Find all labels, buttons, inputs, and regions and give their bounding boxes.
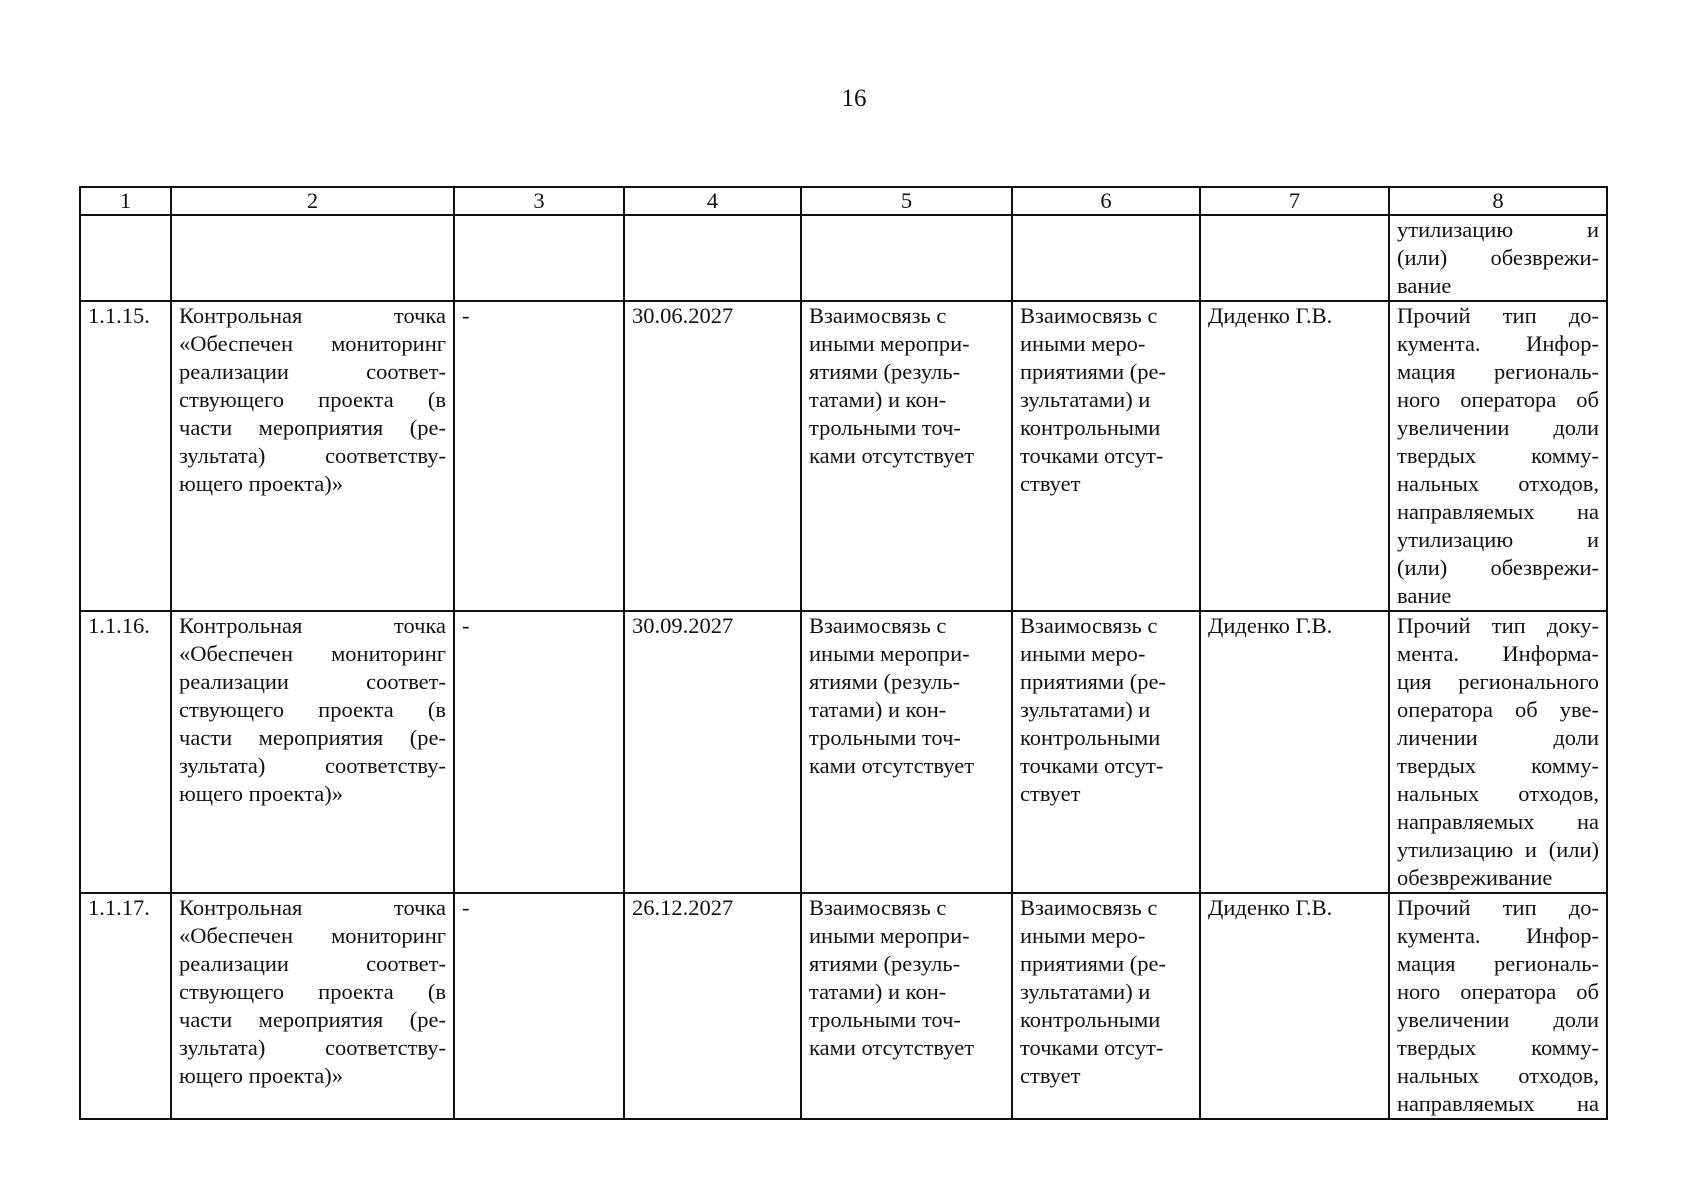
- cell-text-line: реализации соответ-: [179, 359, 446, 384]
- cell-text-line: татами) и кон-: [809, 979, 947, 1004]
- cell-text-line: контрольными: [1020, 415, 1161, 440]
- cell-links-results: [1012, 215, 1200, 301]
- cell-text-line: ствующего проекта (в: [179, 387, 446, 412]
- cell-text-line: личении доли: [1397, 725, 1599, 750]
- cell-text-line: части мероприятия (ре-: [179, 415, 446, 440]
- cell-text-line: Диденко Г.В.: [1208, 303, 1333, 328]
- cell-text-line: точками отсут-: [1020, 753, 1164, 778]
- cell-text-line: части мероприятия (ре-: [179, 725, 446, 750]
- cell-text-line: ствует: [1020, 781, 1081, 806]
- cell-text-line: увеличении доли: [1397, 415, 1599, 440]
- cell-text-line: ствует: [1020, 471, 1081, 496]
- cell-text-line: 1.1.15.: [88, 303, 150, 328]
- cell-text-line: ция регионального: [1397, 669, 1599, 694]
- cell-text-line: татами) и кон-: [809, 387, 947, 412]
- column-header: 3: [454, 187, 624, 215]
- table-header-row: [80, 187, 1607, 215]
- cell-date: [624, 893, 801, 1119]
- cell-text-line: Взаимосвязь с: [1020, 303, 1158, 328]
- column-header: 8: [1389, 187, 1607, 215]
- cell-text-line: приятиями (ре-: [1020, 669, 1167, 694]
- cell-text-line: мента. Информа-: [1397, 641, 1599, 666]
- cell-text-line: обезвреживание: [1397, 865, 1553, 890]
- cell-text-line: зультата) соответству-: [179, 753, 446, 778]
- cell-text-line: ками отсутствует: [809, 443, 975, 468]
- cell-text-line: твердых комму-: [1397, 443, 1599, 468]
- cell-text-line: реализации соответ-: [179, 669, 446, 694]
- cell-text-line: точками отсут-: [1020, 1035, 1164, 1060]
- cell-text-line: вание: [1397, 273, 1452, 298]
- cell-text-line: части мероприятия (ре-: [179, 1007, 446, 1032]
- cell-text-line: Контрольная точка: [179, 303, 446, 328]
- cell-document-type: [1389, 215, 1607, 301]
- cell-text-line: иными меропри-: [809, 331, 970, 356]
- cell-number: [80, 893, 171, 1119]
- cell-col3: [454, 893, 624, 1119]
- cell-date: [624, 215, 801, 301]
- cell-text-line: «Обеспечен мониторинг: [179, 641, 446, 666]
- cell-number: [80, 301, 171, 611]
- cell-responsible: [1200, 611, 1389, 893]
- cell-text-line: вание: [1397, 583, 1452, 608]
- cell-text-line: реализации соответ-: [179, 951, 446, 976]
- cell-text-line: твердых комму-: [1397, 1035, 1599, 1060]
- cell-text-line: кумента. Инфор-: [1397, 923, 1599, 948]
- cell-text-line: иными меро-: [1020, 641, 1146, 666]
- cell-text-line: ющего проекта)»: [179, 1063, 343, 1088]
- cell-text-line: «Обеспечен мониторинг: [179, 923, 446, 948]
- cell-text-line: иными меро-: [1020, 331, 1146, 356]
- cell-text-line: Диденко Г.В.: [1208, 895, 1333, 920]
- cell-text-line: зультата) соответству-: [179, 443, 446, 468]
- cell-text-line: твердых комму-: [1397, 753, 1599, 778]
- table-row: [80, 215, 1607, 301]
- cell-text-line: 30.06.2027: [632, 303, 734, 328]
- cell-text-line: зультатами) и: [1020, 979, 1151, 1004]
- cell-text-line: направляемых на: [1397, 499, 1599, 524]
- cell-text-line: ятиями (резуль-: [809, 951, 961, 976]
- cell-text-line: (или) обезврежи-: [1397, 245, 1599, 270]
- cell-text-line: ного оператора об: [1397, 979, 1599, 1004]
- cell-text-line: утилизацию и: [1397, 527, 1599, 552]
- page-number: 16: [841, 85, 867, 112]
- cell-text-line: иными меропри-: [809, 923, 970, 948]
- cell-document-type: [1389, 611, 1607, 893]
- cell-text-line: (или) обезврежи-: [1397, 555, 1599, 580]
- table-row: [80, 893, 1607, 1119]
- cell-col3: [454, 215, 624, 301]
- column-header: 2: [171, 187, 454, 215]
- cell-text-line: 1.1.16.: [88, 613, 150, 638]
- cell-text-line: зультата) соответству-: [179, 1035, 446, 1060]
- cell-text-line: точками отсут-: [1020, 443, 1164, 468]
- column-header: 7: [1200, 187, 1389, 215]
- cell-text-line: зультатами) и: [1020, 387, 1151, 412]
- cell-date: [624, 301, 801, 611]
- cell-text-line: контрольными: [1020, 1007, 1161, 1032]
- column-header: 6: [1012, 187, 1200, 215]
- cell-links-events: [801, 893, 1012, 1119]
- cell-text-line: -: [462, 303, 470, 328]
- cell-document-type: [1389, 301, 1607, 611]
- cell-text-line: оператора об уве-: [1397, 697, 1599, 722]
- cell-text-line: Взаимосвязь с: [809, 613, 947, 638]
- cell-text-line: «Обеспечен мониторинг: [179, 331, 446, 356]
- cell-text-line: татами) и кон-: [809, 697, 947, 722]
- table-body: [80, 187, 1607, 1119]
- cell-text-line: зультатами) и: [1020, 697, 1151, 722]
- cell-links-results: [1012, 611, 1200, 893]
- cell-text-line: 26.12.2027: [632, 895, 734, 920]
- cell-text-line: нальных отходов,: [1397, 471, 1599, 496]
- cell-text-line: утилизацию и: [1397, 217, 1599, 242]
- cell-text-line: утилизацию и (или): [1397, 837, 1599, 862]
- cell-text-line: направляемых на: [1397, 809, 1599, 834]
- cell-text-line: ками отсутствует: [809, 1035, 975, 1060]
- cell-text-line: ствует: [1020, 1063, 1081, 1088]
- cell-text-line: Взаимосвязь с: [809, 303, 947, 328]
- cell-links-results: [1012, 893, 1200, 1119]
- cell-text-line: направляемых на: [1397, 1091, 1599, 1116]
- cell-text-line: Прочий тип до-: [1397, 895, 1599, 920]
- cell-text-line: трольными точ-: [809, 1007, 961, 1032]
- cell-text-line: иными меро-: [1020, 923, 1146, 948]
- cell-text-line: трольными точ-: [809, 725, 961, 750]
- cell-text-line: ятиями (резуль-: [809, 669, 961, 694]
- cell-text-line: нальных отходов,: [1397, 781, 1599, 806]
- cell-links-events: [801, 301, 1012, 611]
- cell-text-line: ющего проекта)»: [179, 781, 343, 806]
- cell-text-line: -: [462, 895, 470, 920]
- cell-text-line: ствующего проекта (в: [179, 697, 446, 722]
- cell-text-line: мация региональ-: [1397, 951, 1599, 976]
- cell-text-line: Прочий тип доку-: [1397, 613, 1599, 638]
- cell-text-line: 1.1.17.: [88, 895, 150, 920]
- cell-text-line: ятиями (резуль-: [809, 359, 961, 384]
- cell-links-events: [801, 611, 1012, 893]
- cell-text-line: увеличении доли: [1397, 1007, 1599, 1032]
- column-header: 4: [624, 187, 801, 215]
- cell-text-line: Взаимосвязь с: [1020, 613, 1158, 638]
- cell-document-type: [1389, 893, 1607, 1119]
- cell-text-line: приятиями (ре-: [1020, 951, 1167, 976]
- cell-text-line: Контрольная точка: [179, 895, 446, 920]
- cell-text-line: Диденко Г.В.: [1208, 613, 1333, 638]
- cell-text-line: трольными точ-: [809, 415, 961, 440]
- cell-responsible: [1200, 893, 1389, 1119]
- cell-text-line: нальных отходов,: [1397, 1063, 1599, 1088]
- cell-responsible: [1200, 215, 1389, 301]
- cell-text-line: Взаимосвязь с: [1020, 895, 1158, 920]
- cell-col3: [454, 301, 624, 611]
- cell-text-line: ющего проекта)»: [179, 471, 343, 496]
- cell-links-results: [1012, 301, 1200, 611]
- cell-control-point: [171, 893, 454, 1119]
- cell-text-line: кумента. Инфор-: [1397, 331, 1599, 356]
- document-table: [79, 186, 1608, 1120]
- cell-text-line: ками отсутствует: [809, 753, 975, 778]
- column-header: 5: [801, 187, 1012, 215]
- cell-text-line: контрольными: [1020, 725, 1161, 750]
- cell-number: [80, 611, 171, 893]
- column-header: 1: [80, 187, 171, 215]
- cell-text-line: Прочий тип до-: [1397, 303, 1599, 328]
- cell-text-line: мация региональ-: [1397, 359, 1599, 384]
- cell-text-line: Контрольная точка: [179, 613, 446, 638]
- cell-text-line: ного оператора об: [1397, 387, 1599, 412]
- cell-col3: [454, 611, 624, 893]
- cell-text-line: 30.09.2027: [632, 613, 734, 638]
- table-row: [80, 611, 1607, 893]
- cell-text-line: ствующего проекта (в: [179, 979, 446, 1004]
- cell-control-point: [171, 215, 454, 301]
- cell-control-point: [171, 301, 454, 611]
- cell-date: [624, 611, 801, 893]
- cell-text-line: иными меропри-: [809, 641, 970, 666]
- cell-text-line: приятиями (ре-: [1020, 359, 1167, 384]
- cell-control-point: [171, 611, 454, 893]
- cell-links-events: [801, 215, 1012, 301]
- cell-text-line: Взаимосвязь с: [809, 895, 947, 920]
- cell-responsible: [1200, 301, 1389, 611]
- cell-number: [80, 215, 171, 301]
- cell-text-line: -: [462, 613, 470, 638]
- table-row: [80, 301, 1607, 611]
